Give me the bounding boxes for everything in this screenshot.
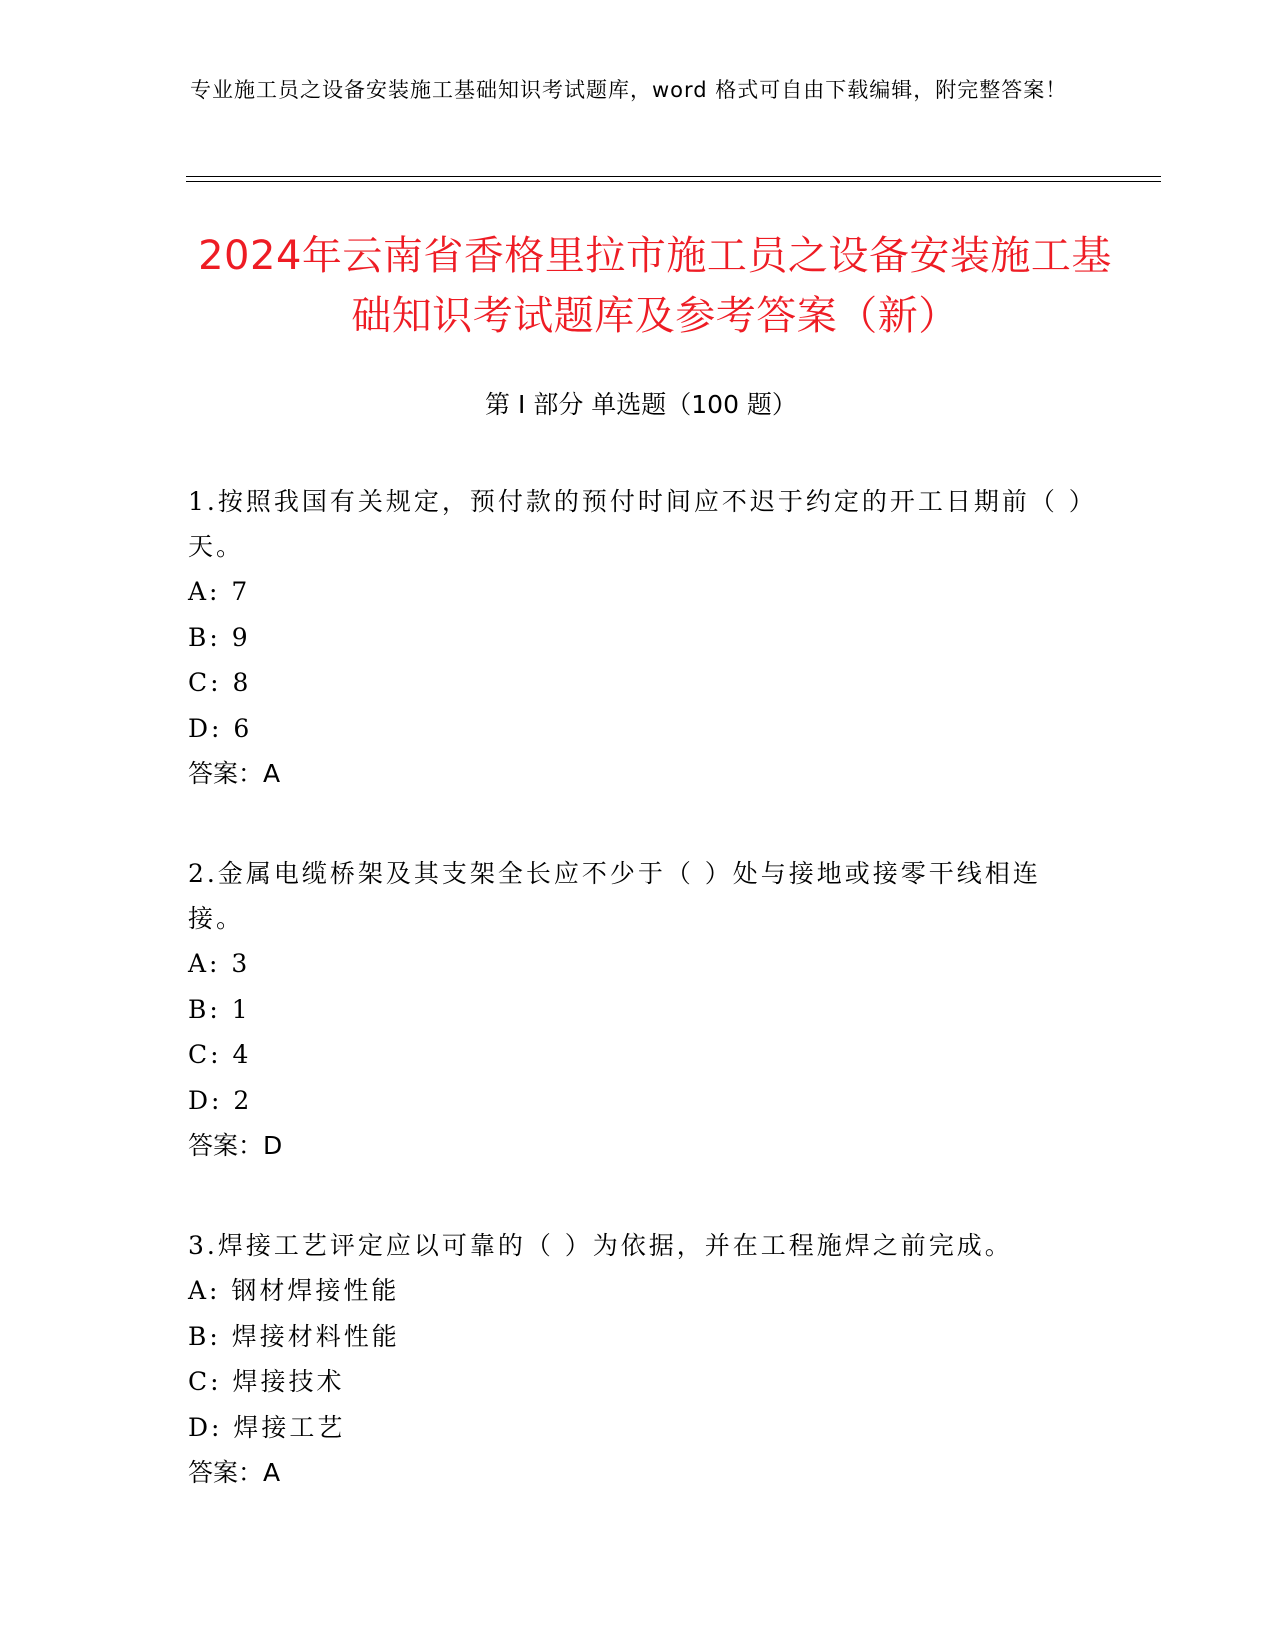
- option-b: B: 9: [188, 622, 251, 652]
- option-b: B: 1: [188, 994, 251, 1024]
- document-title: 2024年云南省香格里拉市施工员之设备安装施工基础知识考试题库及参考答案（新）: [198, 233, 1112, 339]
- option-a: A: 7: [188, 577, 251, 606]
- question-item: [188, 479, 1088, 796]
- option-a: A: 3: [188, 949, 251, 978]
- answer-label: 答案：D: [188, 1131, 283, 1160]
- option-d: D: 焊接工艺: [188, 1412, 346, 1442]
- option-c: C: 8: [188, 668, 252, 697]
- option-a: A: 钢材焊接性能: [188, 1276, 400, 1305]
- question-text: 1.按照我国有关规定，预付款的预付时间应不迟于约定的开工日期前（ ）天。: [188, 487, 1085, 561]
- question-text: 3.焊接工艺评定应以可靠的（ ）为依据，并在工程施焊之前完成。: [188, 1231, 1013, 1260]
- question-text: 2.金属电缆桥架及其支架全长应不少于（ ）处与接地或接零干线相连接。: [188, 859, 1041, 933]
- option-c: C: 焊接技术: [188, 1367, 345, 1396]
- section-heading: 第 I 部分 单选题（100 题）: [485, 390, 797, 419]
- header-divider-bottom: [186, 181, 1161, 182]
- option-b: B: 焊接材料性能: [188, 1321, 400, 1351]
- answer-label: 答案：A: [188, 1458, 281, 1487]
- option-c: C: 4: [188, 1040, 252, 1069]
- question-list: [188, 479, 1088, 1550]
- header-note: 专业施工员之设备安装施工基础知识考试题库，word 格式可自由下载编辑，附完整答案！: [190, 78, 1068, 102]
- option-d: D: 6: [188, 713, 253, 743]
- answer-label: 答案：A: [188, 759, 281, 788]
- header-divider-top: [186, 176, 1161, 177]
- option-d: D: 2: [188, 1085, 253, 1115]
- question-item: [188, 1223, 1088, 1495]
- question-item: [188, 851, 1088, 1168]
